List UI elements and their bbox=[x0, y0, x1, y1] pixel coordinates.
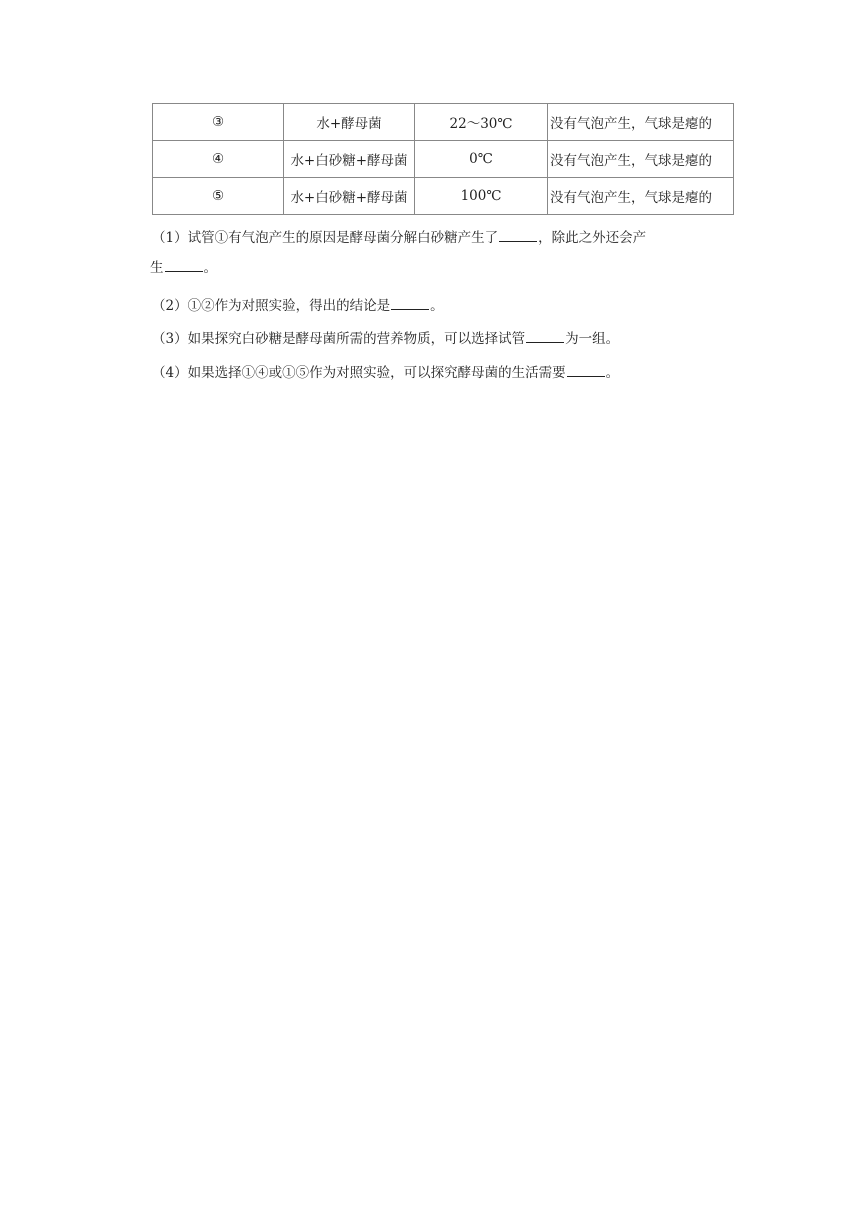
tube-number-cell: ③ bbox=[153, 104, 284, 141]
question-1-text-a: （1）试管①有气泡产生的原因是酵母菌分解白砂糖产生了 bbox=[152, 230, 499, 246]
question-3-text-a: （3）如果探究白砂糖是酵母菌所需的营养物质，可以选择试管 bbox=[152, 331, 526, 347]
question-1-line-2 bbox=[150, 253, 734, 283]
tube-number-cell: ④ bbox=[153, 141, 284, 178]
result-cell: 没有气泡产生，气球是瘪的 bbox=[548, 141, 734, 178]
contents-cell: 水+白砂糖+酵母菌 bbox=[284, 141, 415, 178]
result-cell: 没有气泡产生，气球是瘪的 bbox=[548, 104, 734, 141]
temperature-cell: 100℃ bbox=[415, 178, 548, 215]
question-2-text-a: （2）①②作为对照实验，得出的结论是 bbox=[152, 298, 391, 314]
contents-cell: 水+白砂糖+酵母菌 bbox=[284, 178, 415, 215]
result-cell: 没有气泡产生，气球是瘪的 bbox=[548, 178, 734, 215]
answer-blank-4 bbox=[526, 328, 564, 343]
question-4 bbox=[152, 358, 734, 388]
table-row bbox=[153, 178, 734, 215]
answer-blank-1 bbox=[499, 227, 537, 242]
answer-blank-2 bbox=[165, 257, 203, 272]
table-row bbox=[153, 104, 734, 141]
question-4-text-a: （4）如果选择①④或①⑤作为对照实验，可以探究酵母菌的生活需要 bbox=[152, 365, 566, 381]
tube-number-cell: ⑤ bbox=[153, 178, 284, 215]
question-3 bbox=[152, 324, 734, 354]
question-2-text-b: 。 bbox=[430, 298, 444, 314]
table-row bbox=[153, 141, 734, 178]
question-1-text-d: 。 bbox=[203, 260, 217, 276]
experiment-table bbox=[152, 103, 734, 215]
question-1-text-b: ，除此之外还会产 bbox=[538, 230, 647, 246]
question-1-text-c: 生 bbox=[150, 260, 164, 276]
contents-cell: 水+酵母菌 bbox=[284, 104, 415, 141]
question-1 bbox=[152, 223, 734, 283]
question-4-text-b: 。 bbox=[605, 365, 620, 381]
answer-blank-5 bbox=[567, 362, 605, 377]
question-2 bbox=[152, 291, 734, 321]
question-3-text-b: 为一组。 bbox=[565, 331, 620, 347]
answer-blank-3 bbox=[391, 295, 429, 310]
temperature-cell: 0℃ bbox=[415, 141, 548, 178]
temperature-cell: 22～30℃ bbox=[415, 104, 548, 141]
